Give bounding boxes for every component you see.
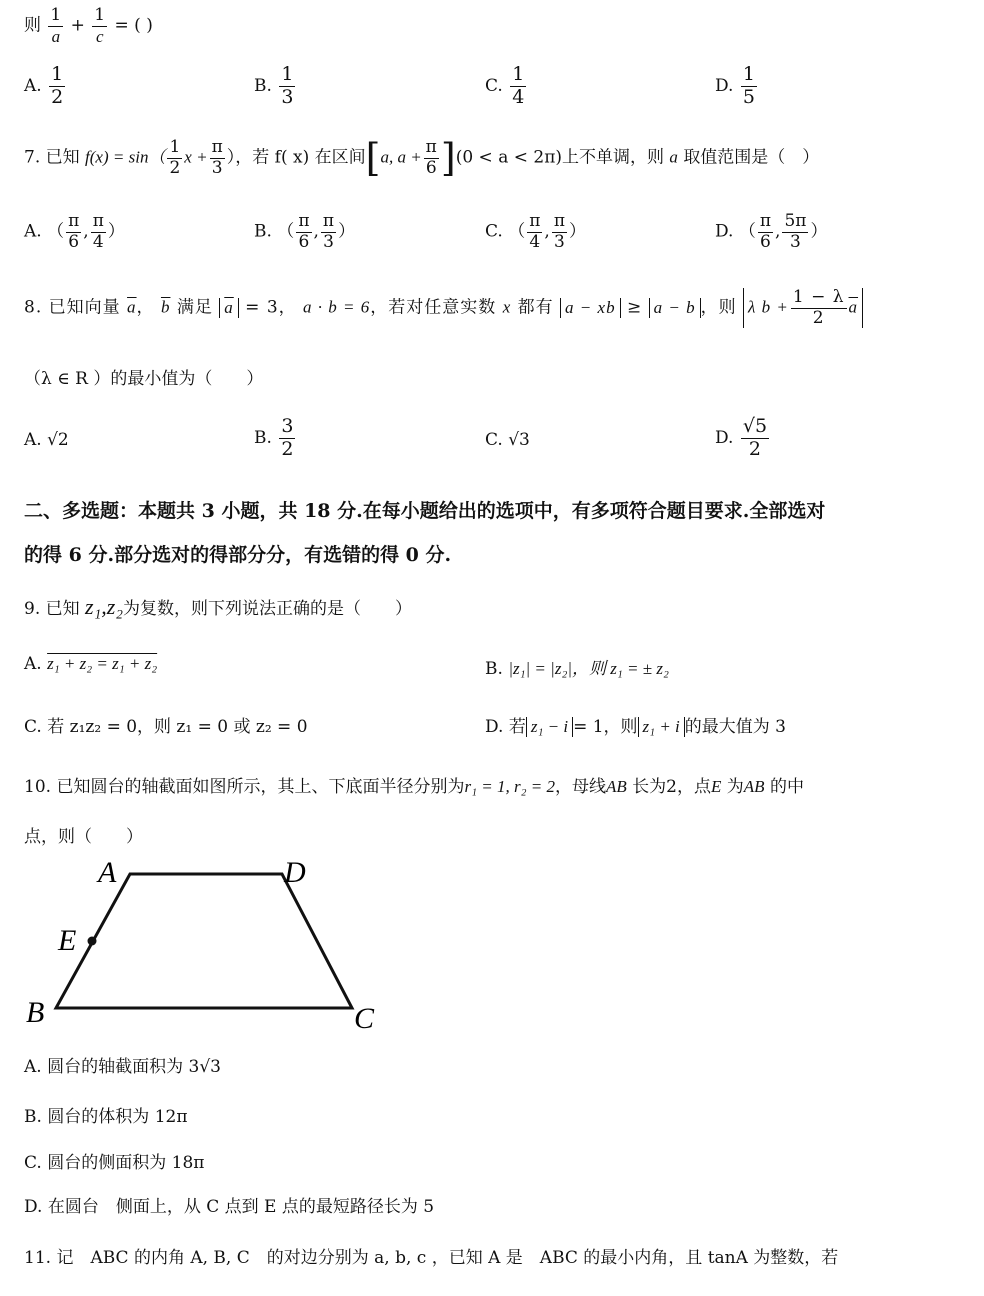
question-10: 10. 已知圆台的轴截面如图所示，其上、下底面半径分别为r₁ = 1, r₂ = 2，母线AB 长为2，点E 为AB 的中 xyxy=(24,777,804,797)
option-d[interactable]: D. （ $\frac{\pi}{6}$ , $\frac{5\pi}{3}$ ） xyxy=(715,211,828,252)
option-b[interactable]: B. |z₁| = |z₂|，则 z₁ = ± z₂ xyxy=(485,659,669,679)
label-a: A xyxy=(98,856,117,889)
option-a[interactable]: A. $\frac{1}{2}$ xyxy=(24,63,64,108)
option-b[interactable]: B. （ $\frac{\pi}{6}$ , $\frac{\pi}{3}$ ） xyxy=(254,211,356,252)
trapezoid-shape xyxy=(56,874,352,1008)
label-c: C xyxy=(354,1002,375,1035)
option-a[interactable]: A. （ $\frac{\pi}{6}$ , $\frac{\pi}{4}$ ） xyxy=(24,211,125,252)
question-6-tail xyxy=(24,6,153,46)
question-8-line2: （λ ∈ R ）的最小值为（ ） xyxy=(24,369,264,389)
option-b[interactable]: B. 圆台的体积为 12π xyxy=(24,1107,188,1127)
option-c[interactable]: C. （ $\frac{\pi}{4}$ , $\frac{\pi}{3}$ ） xyxy=(485,211,586,252)
question-8: 8. 已知向量 $\overline{a}$， $\overline{b}$ 满足 $\overline{a} = 3$， a · b = 6，若对任意实数 x 都有 a − xb ≥ a − b ，则 λ b + $\frac{1 - \lambda}{2}$ $\overline{a}$ xyxy=(24,288,863,328)
question-10-line2: 点，则（ ） xyxy=(24,827,143,847)
label-e: E xyxy=(58,924,77,957)
option-d[interactable]: D. $\frac{√5}{2}$ xyxy=(715,415,768,460)
option-c[interactable]: C. 若 z₁z₂ = 0，则 z₁ = 0 或 z₂ = 0 xyxy=(24,717,308,737)
option-b[interactable]: B. $\frac{3}{2}$ xyxy=(254,415,294,460)
option-d[interactable]: D. 在圆台 侧面上，从 C 点到 E 点的最短路径长为 5 xyxy=(24,1197,435,1217)
option-c[interactable]: C. 圆台的侧面积为 18π xyxy=(24,1153,205,1173)
section-header-line1: 二、多选题：本题共 3 小题，共 18 分.在每小题给出的选项中，有多项符合题目要求.全部选对 xyxy=(24,500,826,522)
fraction-1-over-a: $\frac{1}{a}$ xyxy=(50,5,62,46)
option-d[interactable]: D. $\frac{1}{5}$ xyxy=(715,63,755,108)
fraction-1-over-c: $\frac{1}{c}$ xyxy=(94,5,106,46)
question-9: 9. 已知 z₁,z₂为复数，则下列说法正确的是（ ） xyxy=(24,594,412,619)
answer-blank: = ( ) xyxy=(114,15,153,36)
trapezoid-figure xyxy=(20,850,400,1040)
section-header-line2: 的得 6 分.部分选对的得部分分，有选错的得 0 分. xyxy=(24,544,452,566)
option-d[interactable]: D. 若 z₁ − i = 1，则 z₁ + i 的最大值为 3 xyxy=(485,717,787,737)
option-a[interactable]: A. z₁ + z₂ = z₁ + z₂ xyxy=(24,654,158,674)
text-prefix: 则 xyxy=(24,15,41,36)
option-a[interactable]: A. √2 xyxy=(24,430,69,450)
plus-sign: + xyxy=(70,15,85,36)
point-e-marker xyxy=(88,937,97,946)
question-7: 7. 已知 f(x) = sin（ $\frac{1}{2}$ x + $\frac{\pi}{3}$ ），若 f( x) 在区间[a, a + $\frac{\pi}{6}$ ](0 < a < 2π)上不单调，则 a 取值范围是（ ） xyxy=(24,136,820,181)
option-b[interactable]: B. $\frac{1}{3}$ xyxy=(254,63,294,108)
option-a[interactable]: A. 圆台的轴截面积为 3√3 xyxy=(24,1057,221,1077)
label-d: D xyxy=(284,856,306,889)
option-c[interactable]: C. $\frac{1}{4}$ xyxy=(485,63,525,108)
option-c[interactable]: C. √3 xyxy=(485,430,530,450)
question-11: 11. 记 ABC 的内角 A, B, C 的对边分别为 a, b, c ，已知 A 是 ABC 的最小内角，且 tanA 为整数，若 xyxy=(24,1248,839,1268)
label-b: B xyxy=(26,996,45,1029)
